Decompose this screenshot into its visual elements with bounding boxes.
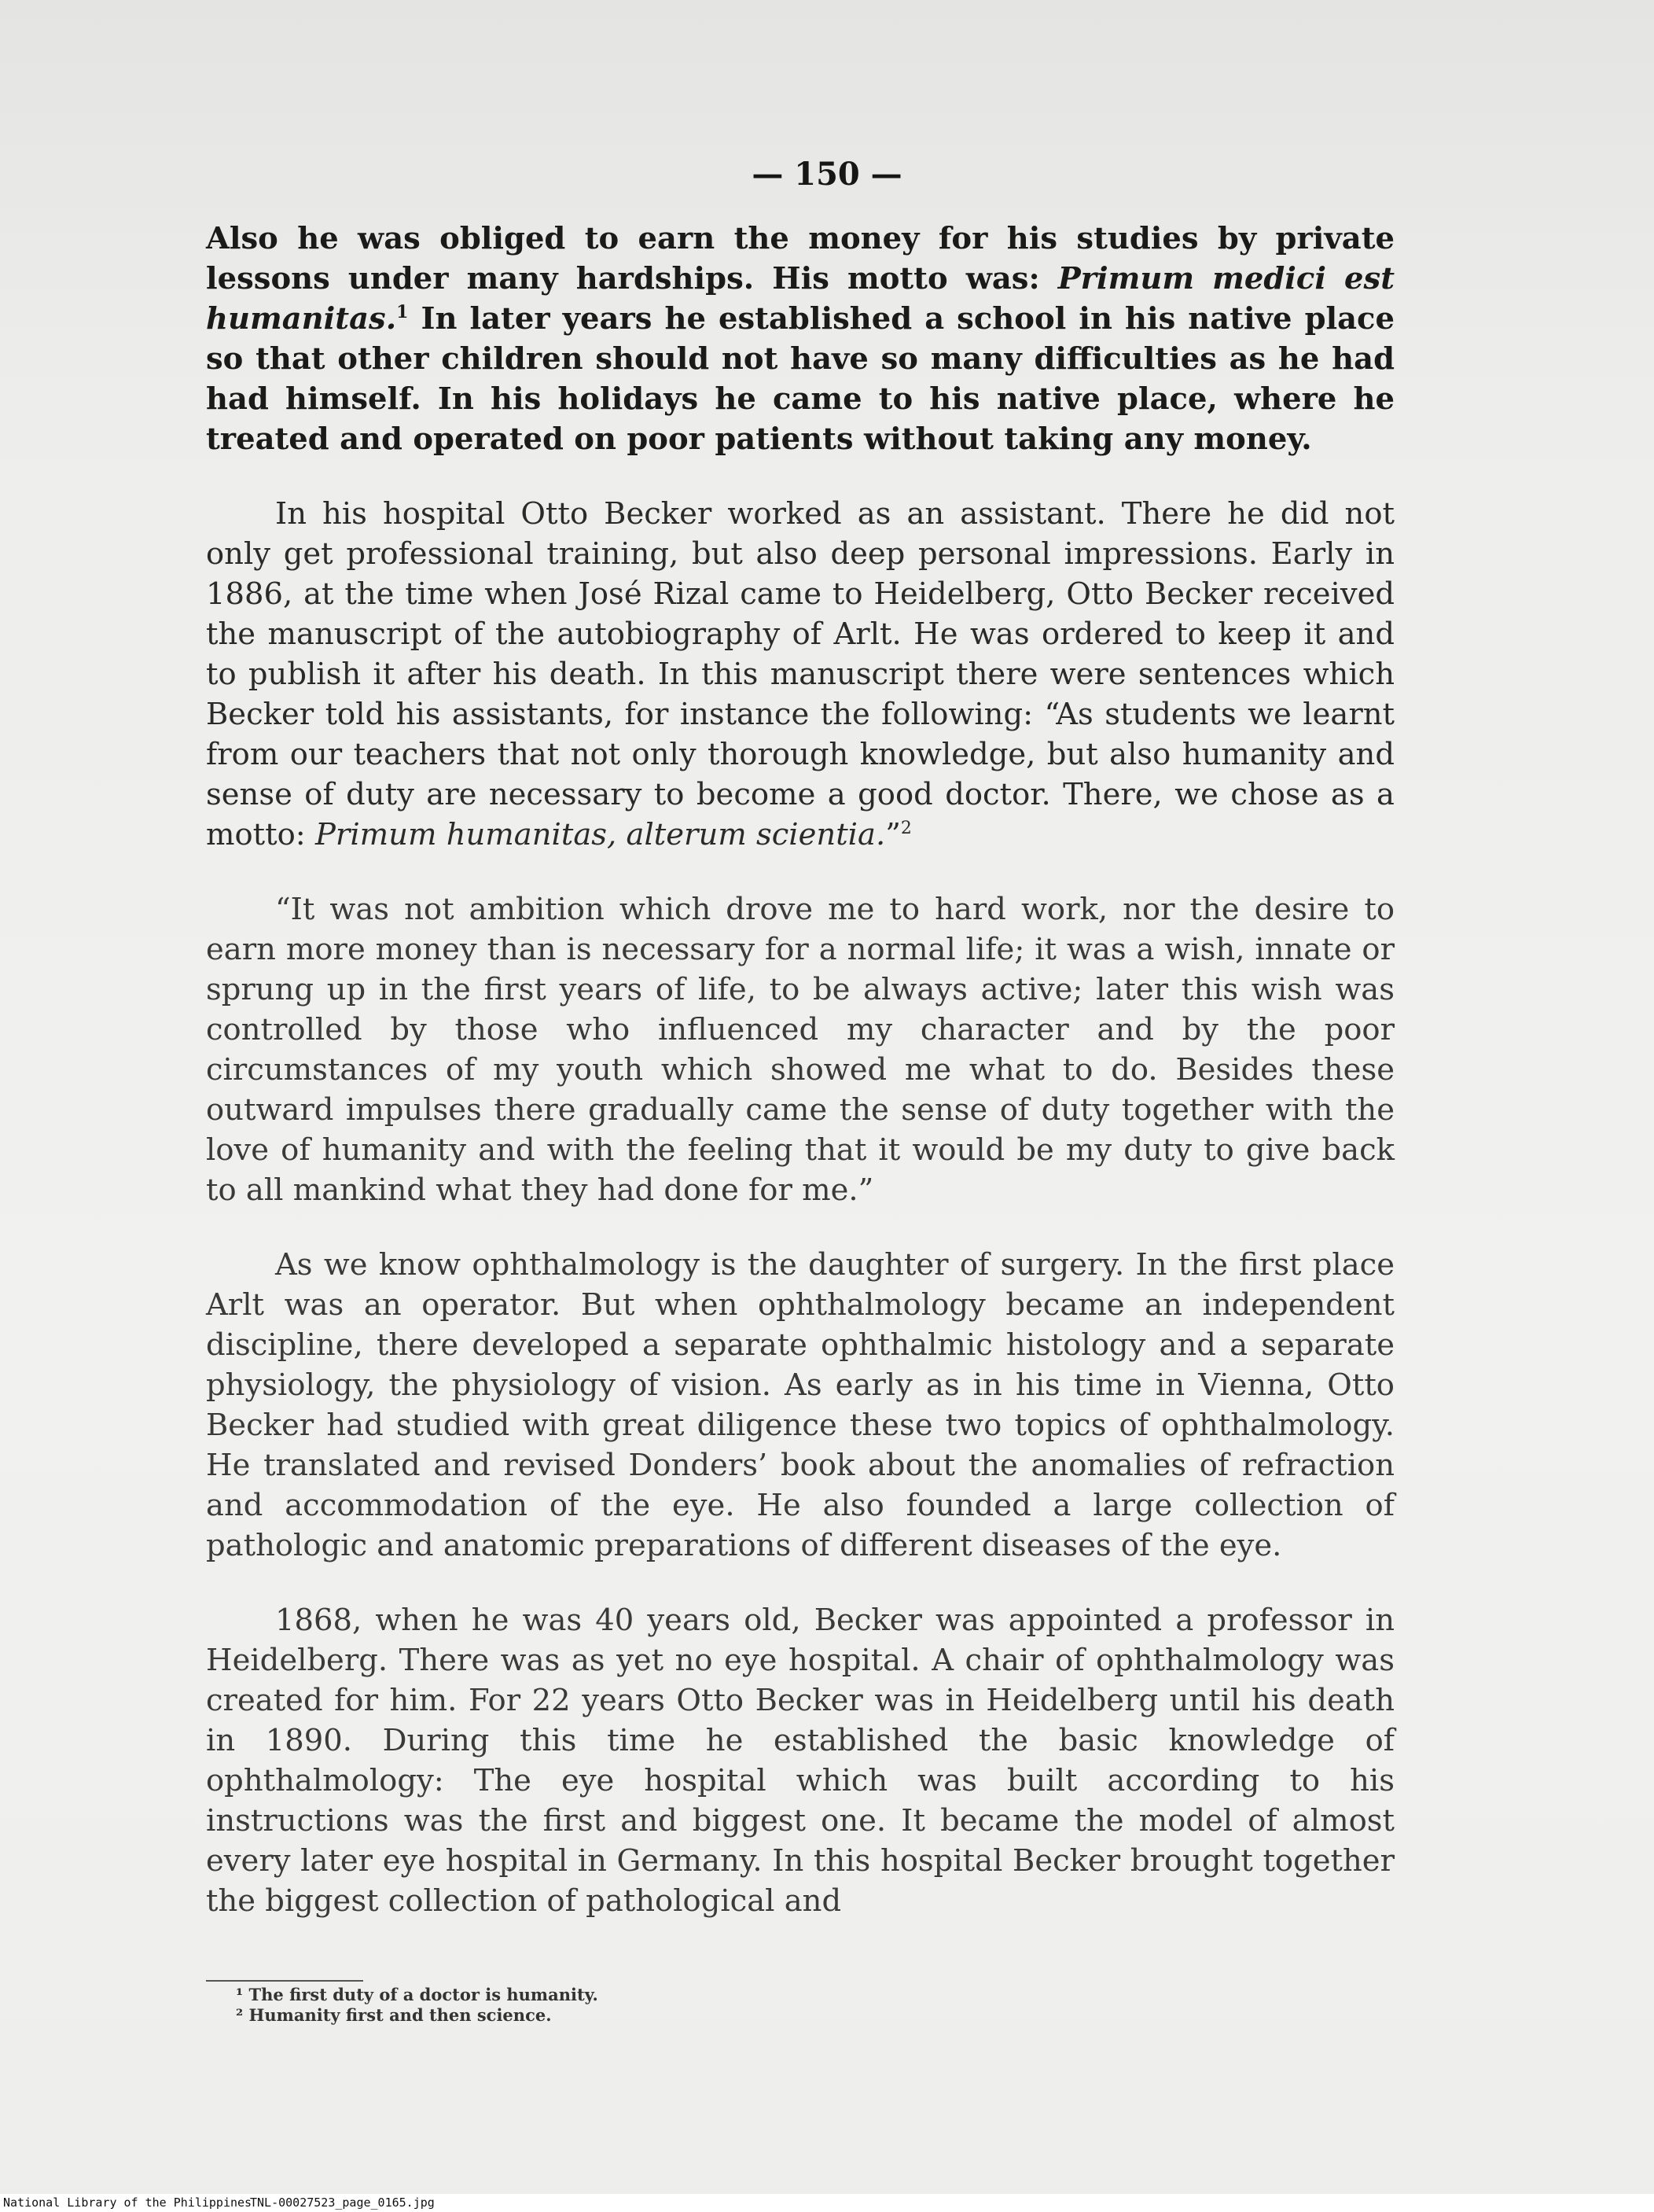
- text-run: ”: [885, 817, 901, 852]
- footer-source: National Library of the Philippines: [3, 2195, 252, 2210]
- footnote-divider: [206, 1980, 363, 1982]
- text-run: “It was not ambition which drove me to hard work, nor the desire to earn more money than is necessary for a normal life; it was a wish, innate or sprung up in the first years of life, to be always active; later this wish was controlled by those who influenced my character and by the poor circumstances of my youth which showed me what to do. Besides these outward impulses there gradually came the sense of duty together with the love of humanity and with the feeling that it would be my duty to give back to all mankind what they had done for me.”: [206, 892, 1395, 1208]
- paragraph-5: [206, 1600, 1395, 1921]
- paragraph-2: [206, 494, 1395, 855]
- footnote-marker: 1: [396, 302, 409, 323]
- footnote-marker: 2: [900, 819, 912, 839]
- text-run: Also he was obliged to earn the money for his studies by private lessons under many hardships. His motto was:: [206, 221, 1395, 296]
- paragraph-1: [206, 219, 1395, 459]
- latin-phrase: Primum medici est humanitas.: [206, 261, 1395, 337]
- footnote-1: ¹ The first duty of a doctor is humanity.: [236, 1985, 598, 2004]
- text-run: As we know ophthalmology is the daughter of surgery. In the first place Arlt was an operator. But when ophthalmology became an independent discipline, there developed a separate ophthalmic histology and a separate physiology, the physiology of vision. As early as in his time in Vienna, Otto Becker had studied with great diligence these two topics of ophthalmology. He translated and revised Donders’ book about the anomalies of refraction and accommodation of the eye. He also founded a large collection of pathologic and anatomic preparations of different diseases of the eye.: [206, 1247, 1395, 1563]
- latin-phrase: Primum humanitas, alterum scientia.: [315, 817, 886, 852]
- paragraph-4: [206, 1245, 1395, 1566]
- text-run: In later years he established a school in his native place so that other children should not have so many difficulties as he had had himself. In his holidays he came to his native place, where he treated and operated on poor patients without taking any money.: [206, 301, 1395, 457]
- footnotes: [236, 1985, 1179, 2026]
- text-run: In his hospital Otto Becker worked as an assistant. There he did not only get professional training, but also deep personal impressions. Early in 1886, at the time when José Rizal came to Heidelberg, Otto Becker received the manuscript of the autobiography of Arlt. He was ordered to keep it and to publish it after his death. In this manuscript there were sentences which Becker told his assistants, for instance the following: “As students we learnt from our teachers that not only thorough knowledge, but also humanity and sense of duty are necessary to become a good doctor. There, we chose as a motto:: [206, 496, 1395, 852]
- body-text: [206, 219, 1395, 1956]
- paragraph-3: [206, 889, 1395, 1210]
- page-number: — 150 —: [752, 156, 902, 193]
- footnote-2: ² Humanity first and then science.: [236, 2005, 552, 2025]
- text-run: 1868, when he was 40 years old, Becker was appointed a professor in Heidelberg. There was as yet no eye hospital. A chair of ophthalmology was created for him. For 22 years Otto Becker was in Heidelberg until his death in 1890. During this time he established the basic knowledge of ophthalmology: The eye hospital which was built according to his instructions was the first and biggest one. It became the model of almost every later eye hospital in Germany. In this hospital Becker brought together the biggest collection of pathological and: [206, 1603, 1395, 1919]
- scan-footer: [0, 2194, 1654, 2212]
- footer-filename: TNL-00027523_page_0165.jpg: [250, 2195, 435, 2210]
